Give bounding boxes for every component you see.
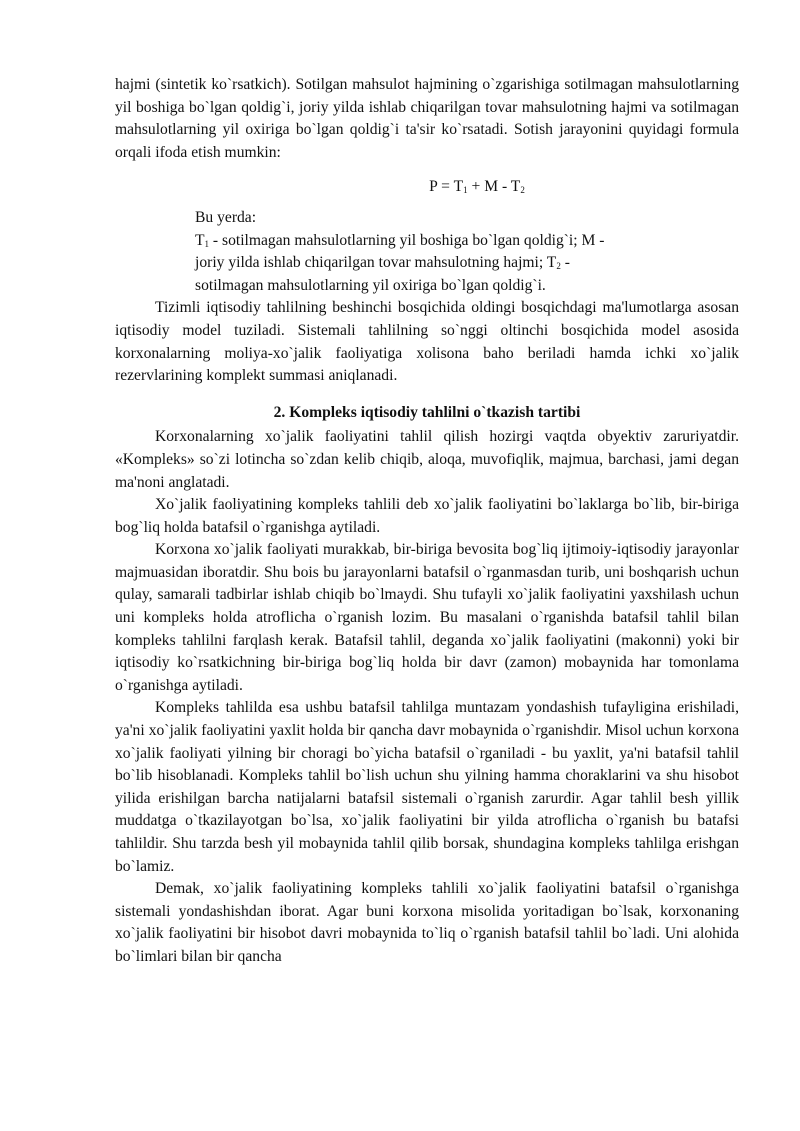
sales-formula: [115, 176, 739, 199]
legend-line-2: [155, 252, 675, 275]
paragraph-complex-definition: Korxonalarning xo`jalik faoliyatini tahlil qilish hozirgi vaqtda obyektiv zaruriyatdir. «Kompleks» so`zi lotincha so`zdan kelib chiqib, aloqa, muvofiqlik, majmua, barchasi, jami degan ma'noni anglatadi.: [115, 428, 739, 491]
formula-lhs: P = T: [429, 178, 464, 196]
paragraph-complex-analysis: Xo`jalik faoliyatining kompleks tahlili deb xo`jalik faoliyatini bo`laklarga bo`lib, bir-biriga bog`liq holda batafsil o`rganishga aytiladi.: [115, 496, 739, 536]
paragraph-detailed-analysis: Korxona xo`jalik faoliyati murakkab, bir-biriga bevosita bog`liq ijtimoiy-iqtisodiy jarayonlar majmuasidan iboratdir. Shu bois bu jarayonlarni batafsil o`rganmasdan turib, uni boshqarish uchun qulay, samarali tadbirlar ishlab chiqib bo`lmaydi. Shu tufayli xo`jalik faoliyatini yaxshilash uchun uni kompleks holda atroflicha o`rganish lozim. Bu masalani o`rganishda batafsil tahlil bilan kompleks tahlilni farqlash kerak. Batafsil tahlil, deganda xo`jalik faoliyatini (makonni) yoki bir iqtisodiy ko`rsatkichning bir-biriga bog`liq holda bir davr (zamon) mobaynida har tomonlama o`rganishga aytiladi.: [115, 541, 739, 694]
legend-line-2-text: joriy yilda ishlab chiqarilgan tovar mahsulotning hajmi; T: [195, 254, 557, 272]
legend-line-1-sub: 1: [204, 238, 210, 249]
legend-line-1-symbol: T: [195, 231, 205, 249]
paragraph-conclusion: Demak, xo`jalik faoliyatining kompleks tahlili xo`jalik faoliyatini batafsil o`rganishga sistemali yondashishdan iborat. Agar buni korxona misolida yoritadigan bo`lsak, korxonaning xo`jalik faoliyatini bir hisobot davri mobaynida to`liq o`rganish batafsil tahlil bo`ladi. Uni alohida bo`limlari bilan bir qancha: [115, 880, 739, 965]
paragraph-stages: Tizimli iqtisodiy tahlilning beshinchi bosqichida oldingi bosqichdagi ma'lumotlarga asosan iqtisodiy model tuziladi. Sistemali tahlilning so`nggi oltinchi bosqichida model asosida korxonalarning moliya-xo`jalik faoliyatiga xolisona baho beriladi hamda ichki xo`jalik rezervlarining komplekt summasi aniqlanadi.: [115, 299, 739, 385]
legend-line-2-tail: -: [560, 254, 570, 272]
legend-title: Bu yerda:: [195, 208, 257, 226]
formula-legend: [115, 207, 675, 297]
formula-mid: + M - T: [467, 178, 521, 196]
legend-line-1: [155, 230, 675, 253]
legend-line-3: sotilmagan mahsulotlarning yil oxiriga bo`lgan qoldig`i.: [195, 276, 546, 294]
paragraph-intro: hajmi (sintetik ko`rsatkich). Sotilgan mahsulot hajmining o`zgarishiga sotilmagan mahsulotlarning yil boshiga bo`lgan qoldig`i, joriy yilda ishlab chiqarilgan tovar mahsulotning hajmi va sotilmagan mahsulotlarning yil oxiriga bo`lgan qoldig`i ta'sir ko`rsatadi. Sotish jarayonini quyidagi formula orqali ifoda etish mumkin:: [115, 76, 739, 161]
section-heading: 2. Kompleks iqtisodiy tahlilni o`tkazish tartibi: [273, 403, 581, 421]
formula-subscript-2: 2: [520, 185, 525, 196]
page-text: [115, 74, 739, 969]
formula-subscript-1: 1: [463, 185, 468, 196]
legend-line-2-sub: 2: [556, 261, 561, 272]
paragraph-approach: Kompleks tahlilda esa ushbu batafsil tahlilga muntazam yondashish tufayligina erishiladi, ya'ni xo`jalik faoliyatini yaxlit holda bir qancha davr mobaynida o`rganishdir. Misol uchun korxona xo`jalik faoliyati yilning bir choragi bo`yicha batafsil o`rganiladi - bu yaxlit, ya'ni batafsil tahlil bo`lib hisoblanadi. Kompleks tahlil bo`lish uchun shu yilning hamma choraklarini va shu hisobot yilida erishilgan barcha natijalarni batafsil sistemali o`rganish zarurdir. Agar tahlil besh yillik muddatga o`tkazilayotgan bo`lsa, xo`jalik faoliyatini bir yilda atroflicha o`rganish bu batafsi tahlildir. Shu tarzda besh yil mobaynida tahlil qilib borsak, shundagina kompleks tahlilga erishgan bo`lamiz.: [115, 699, 739, 875]
legend-line-1-text: - sotilmagan mahsulotlarning yil boshiga bo`lgan qoldig`i; M -: [209, 231, 605, 249]
